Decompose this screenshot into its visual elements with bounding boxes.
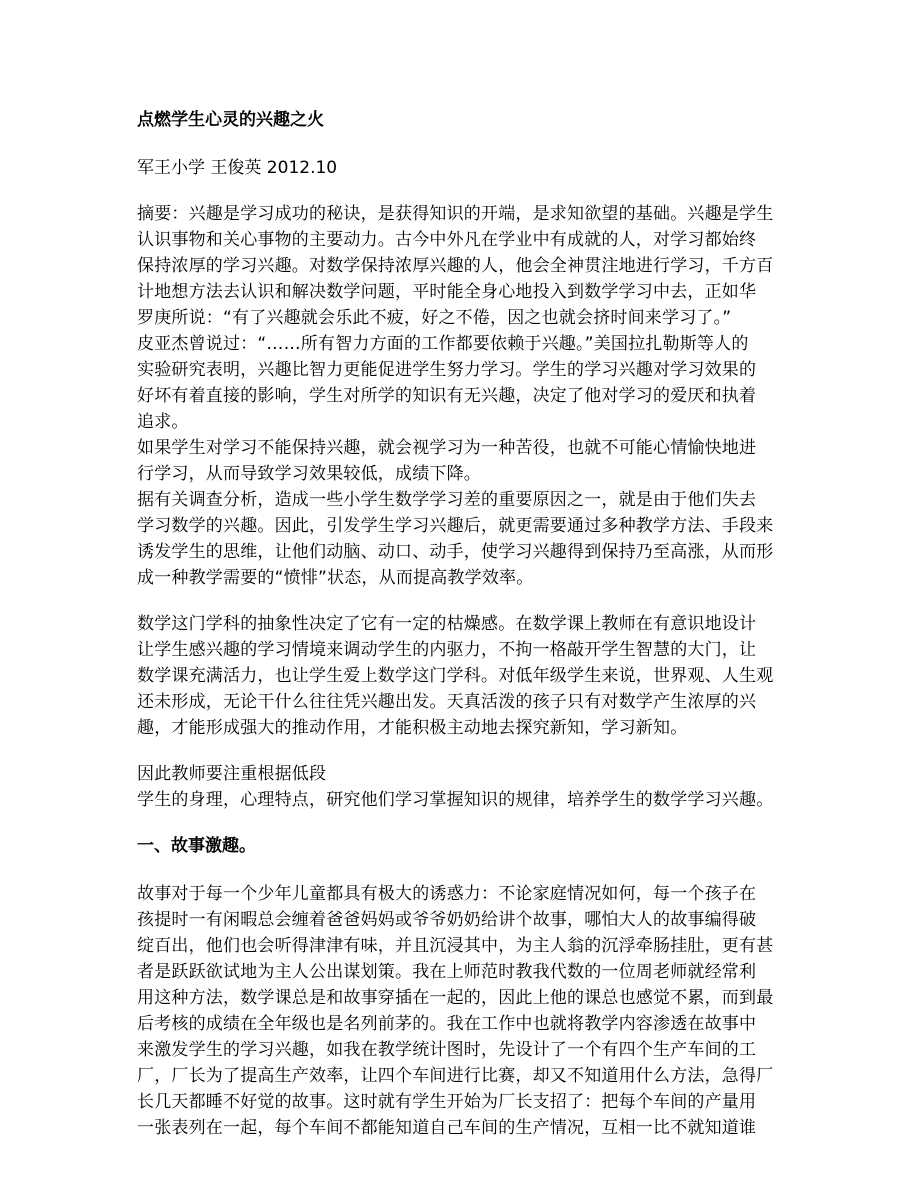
text-line: 厂，厂长为了提高生产效率，让四个车间进行比赛，却又不知道用什么方法，急得厂	[137, 1066, 774, 1086]
text-line: 计地想方法去认识和解决数学问题，平时能全身心地投入到数学学习中去，正如华	[137, 282, 757, 302]
text-line: 学习数学的兴趣。因此，引发学生学习兴趣后，就更需要通过多种教学方法、手段来	[137, 516, 774, 536]
text-line: 据有关调查分析，造成一些小学生数学学习差的重要原因之一，就是由于他们失去	[137, 490, 757, 510]
text-line: 数学这门学科的抽象性决定了它有一定的枯燥感。在数学课上教师在有意识地设计	[137, 614, 757, 634]
text-line: 追求。	[137, 412, 189, 432]
text-line: 摘要：兴趣是学习成功的秘诀，是获得知识的开端，是求知欲望的基础。兴趣是学生	[137, 204, 774, 224]
text-line: 认识事物和关心事物的主要动力。古今中外凡在学业中有成就的人，对学习都始终	[137, 230, 757, 250]
text-line: 一张表列在一起，每个车间不都能知道自己车间的生产情况，互相一比不就知道谁	[137, 1118, 757, 1138]
document-byline: 军王小学 王俊英 2012.10	[137, 158, 338, 178]
text-line: 学生的身理，心理特点，研究他们学习掌握知识的规律，培养学生的数学学习兴趣。	[137, 790, 774, 810]
text-line: 成一种教学需要的“愤悱”状态，从而提高教学效率。	[137, 568, 534, 588]
document-body	[137, 107, 787, 1141]
text-line: 让学生感兴趣的学习情境来调动学生的内驱力，不拘一格敲开学生智慧的大门，让	[137, 640, 757, 660]
text-line: 来激发学生的学习兴趣，如我在教学统计图时，先设计了一个有四个生产车间的工	[137, 1040, 757, 1060]
text-line: 行学习，从而导致学习效果较低，成绩下降。	[137, 464, 481, 484]
text-line: 用这种方法，数学课总是和故事穿插在一起的，因此上他的课总也感觉不累，而到最	[137, 988, 774, 1008]
text-line: 数学课充满活力，也让学生爱上数学这门学科。对低年级学生来说，世界观、人生观	[137, 666, 774, 686]
document-title: 点燃学生心灵的兴趣之火	[137, 110, 324, 130]
text-line: 实验研究表明，兴趣比智力更能促进学生努力学习。学生的学习兴趣对学习效果的	[137, 360, 757, 380]
text-line: 故事对于每一个少年儿童都具有极大的诱惑力：不论家庭情况如何，每一个孩子在	[137, 884, 757, 904]
paragraph-subject-interest	[137, 611, 787, 741]
text-line: 长几天都睡不好觉的故事。这时就有学生开始为厂长支招了：把每个车间的产量用	[137, 1092, 757, 1112]
text-line: 好坏有着直接的影响，学生对所学的知识有无兴趣，决定了他对学习的爱厌和执着	[137, 386, 757, 406]
text-line: 还未形成，无论干什么往往凭兴趣出发。天真活泼的孩子只有对数学产生浓厚的兴	[137, 692, 757, 712]
paragraph-story-method	[137, 881, 787, 1141]
text-line: 如果学生对学习不能保持兴趣，就会视学习为一种苦役，也就不可能心情愉快地进	[137, 438, 757, 458]
text-line: 保持浓厚的学习兴趣。对数学保持浓厚兴趣的人，他会全神贯注地进行学习，千方百	[137, 256, 774, 276]
text-line: 因此教师要注重根据低段	[137, 764, 327, 784]
abstract-paragraph	[137, 201, 787, 591]
text-line: 孩提时一有闲暇总会缠着爸爸妈妈或爷爷奶奶给讲个故事，哪怕大人的故事编得破	[137, 910, 757, 930]
text-line: 皮亚杰曾说过：“……所有智力方面的工作都要依赖于兴趣。”美国拉扎勒斯等人的	[137, 334, 749, 354]
text-line: 绽百出，他们也会听得津津有味，并且沉浸其中，为主人翁的沉浮牵肠挂肚，更有甚	[137, 936, 774, 956]
section-heading-story: 一、故事激趣。	[137, 836, 256, 856]
text-line: 诱发学生的思维，让他们动脑、动口、动手，使学习兴趣得到保持乃至高涨，从而形	[137, 542, 774, 562]
text-line: 者是跃跃欲试地为主人公出谋划策。我在上师范时教我代数的一位周老师就经常利	[137, 962, 757, 982]
paragraph-teacher-focus	[137, 761, 787, 813]
text-line: 罗庚所说：“有了兴趣就会乐此不疲，好之不倦，因之也就会挤时间来学习了。”	[137, 308, 732, 328]
text-line: 后考核的成绩在全年级也是名列前茅的。我在工作中也就将教学内容渗透在故事中	[137, 1014, 757, 1034]
text-line: 趣，才能形成强大的推动作用，才能积极主动地去探究新知，学习新知。	[137, 718, 688, 738]
